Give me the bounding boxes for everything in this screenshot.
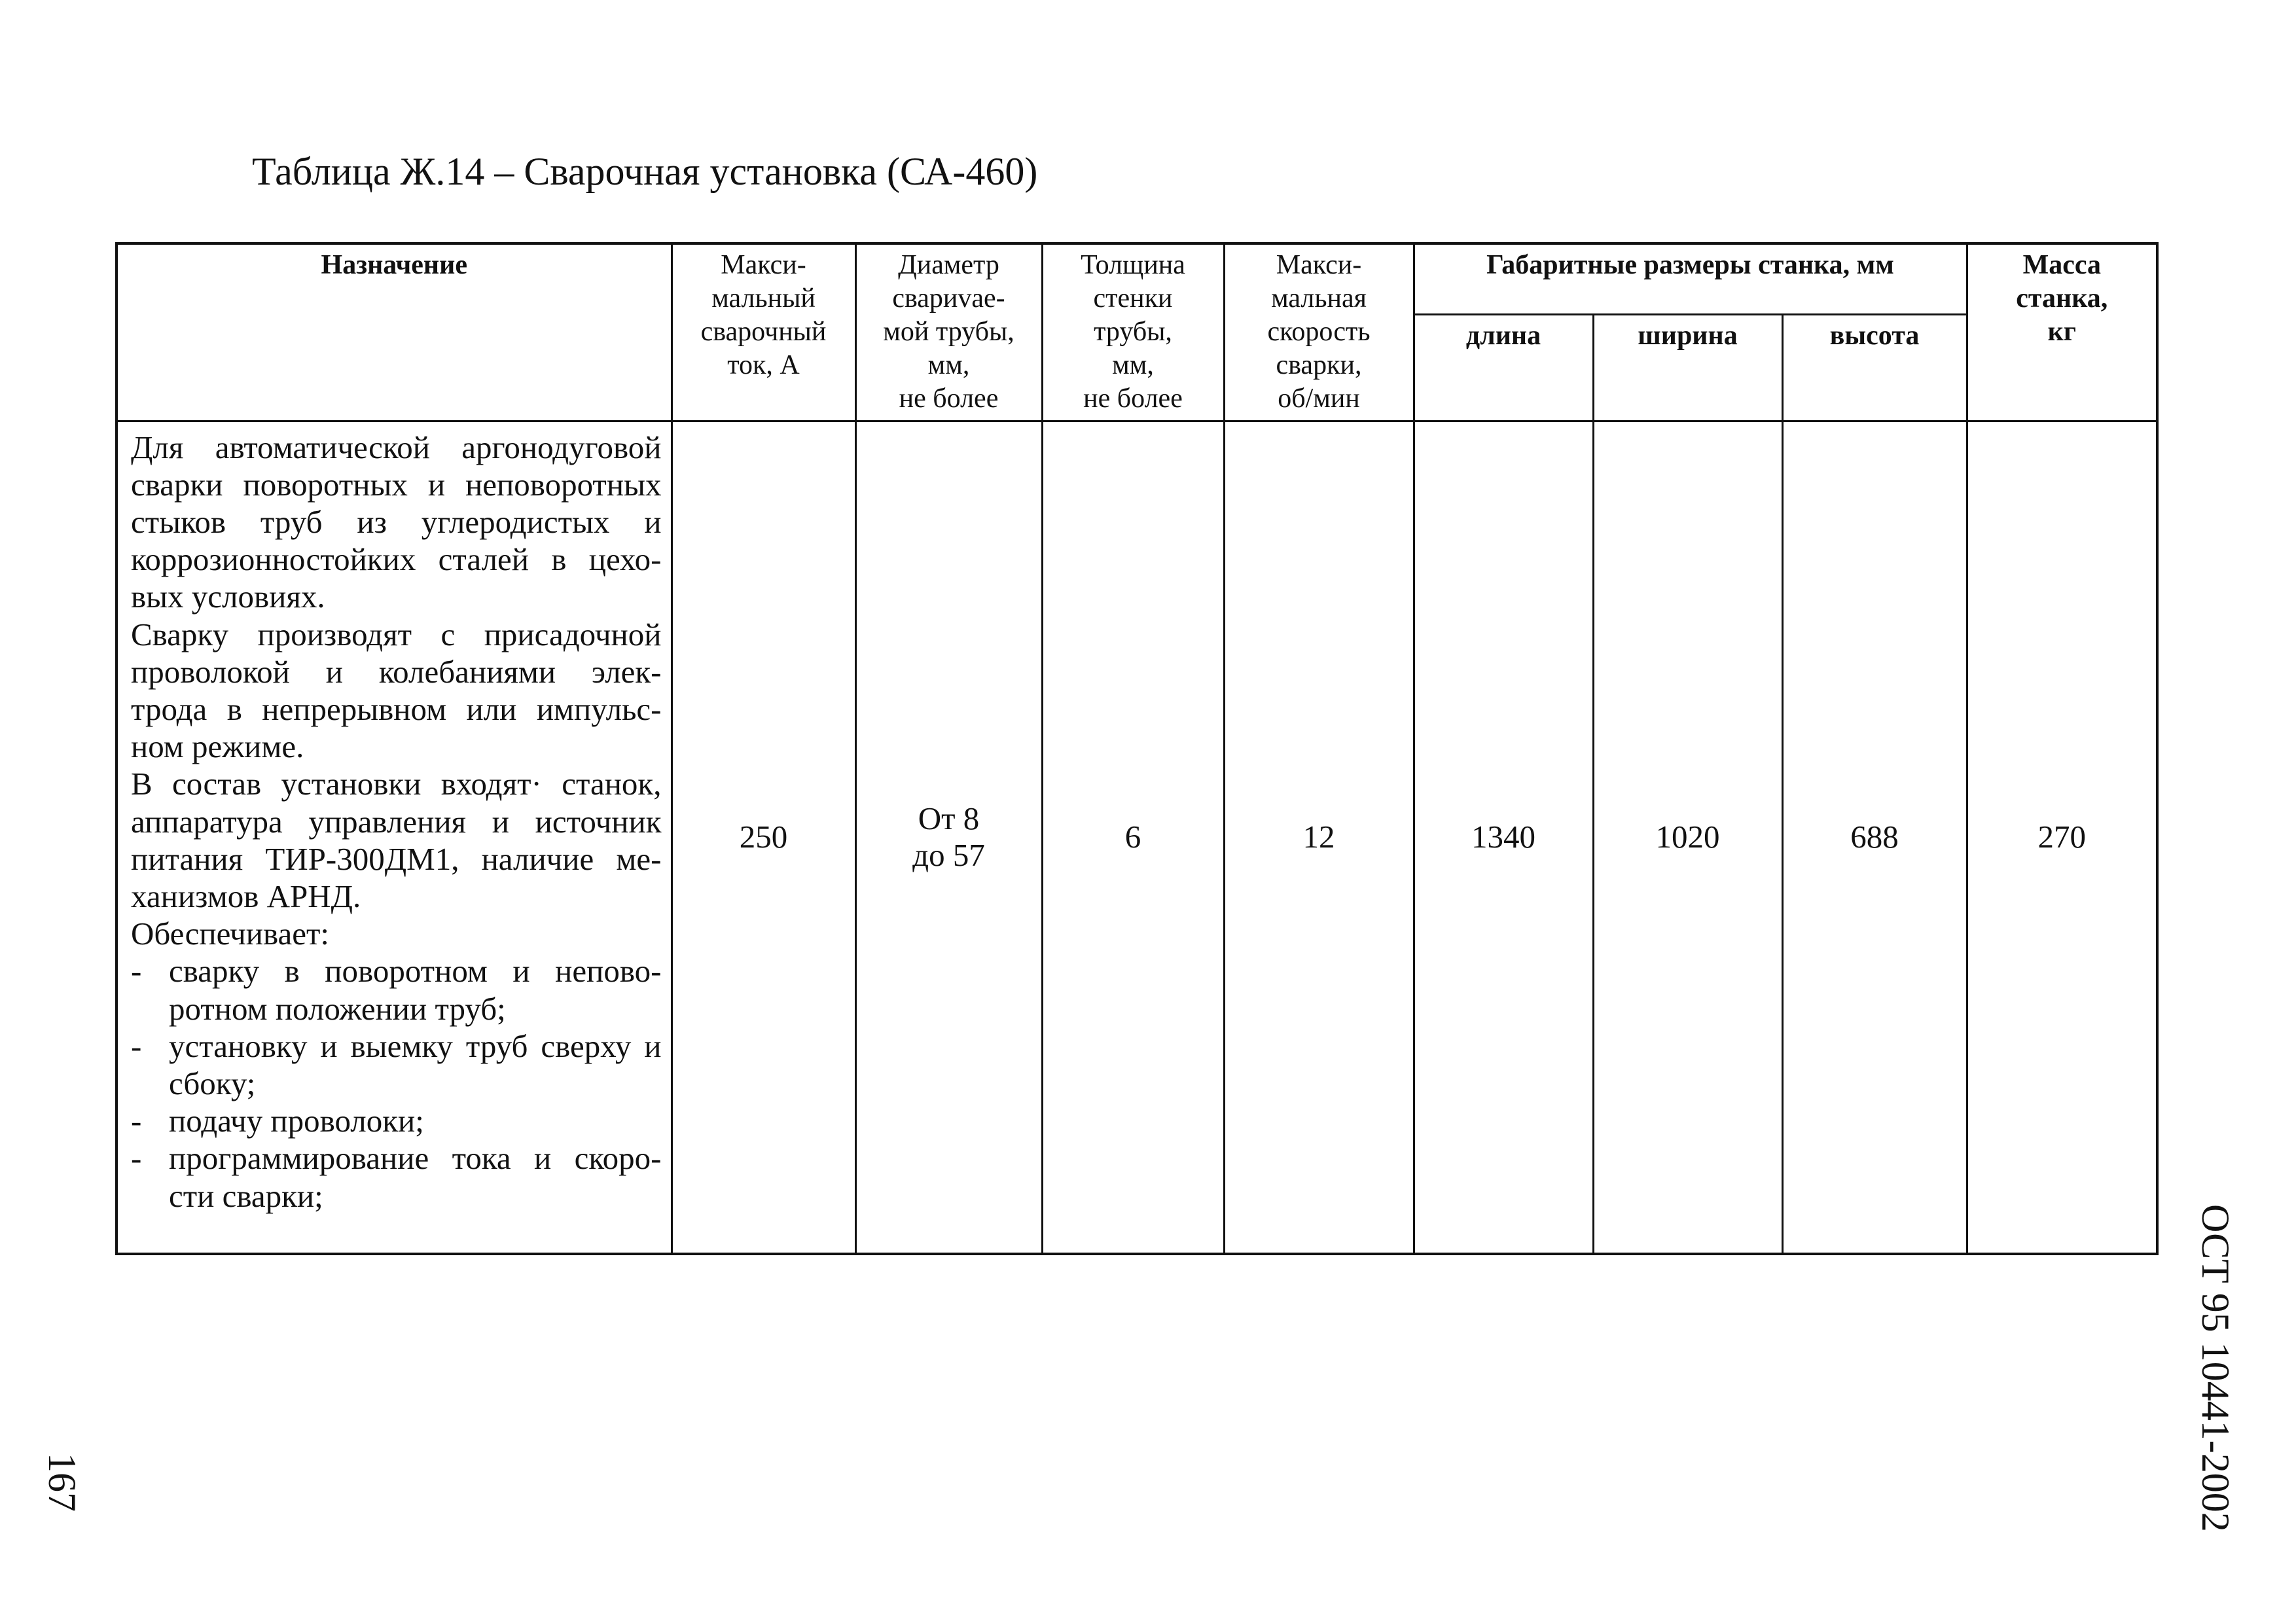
table-caption: Таблица Ж.14 – Сварочная установка (СА-460) (252, 150, 1038, 193)
mass-value: 270 (1967, 421, 2157, 1254)
max-speed-value: 12 (1224, 421, 1414, 1254)
welding-unit-table (115, 242, 2159, 1255)
length-value: 1340 (1414, 421, 1593, 1254)
header-purpose: Назначение (117, 243, 672, 421)
list-item: - программирование тока и скоро- сти сварки; (131, 1140, 662, 1214)
header-max-speed: Макси- мальная скорость сварки, об/мин (1224, 243, 1414, 421)
max-current-value: 250 (672, 421, 855, 1254)
purpose-paragraph: В состав установки входят· станок, аппаратура управления и источник питания ТИР-300ДМ1, наличие ме- ханизмов АРНД. (131, 766, 662, 914)
list-item: - подачу проволоки; (131, 1103, 424, 1139)
header-length: длина (1414, 314, 1593, 421)
table-row (117, 421, 2157, 1254)
list-item: - сварку в поворотном и непово- ротном положении труб; (131, 953, 662, 1027)
header-dimensions: Габаритные размеры станка, мм (1414, 243, 1967, 314)
height-value: 688 (1782, 421, 1967, 1254)
list-marker: - (131, 1027, 142, 1064)
header-max-current: Макси- мальный сварочный ток, А (672, 243, 855, 421)
header-width: ширина (1593, 314, 1782, 421)
width-value: 1020 (1593, 421, 1782, 1254)
wall-thickness-value: 6 (1042, 421, 1224, 1254)
header-wall-thickness: Толщина стенки трубы, мм, не более (1042, 243, 1224, 421)
list-item: - установку и выемку труб сверху и сбоку; (131, 1027, 662, 1101)
document-code: ОСТ 95 10441-2002 (2194, 1204, 2237, 1532)
header-height: высота (1782, 314, 1967, 421)
list-marker: - (131, 1103, 142, 1139)
purpose-cell (117, 421, 672, 1254)
list-marker: - (131, 953, 142, 990)
header-mass: Масса станка, кг (1967, 243, 2157, 421)
list-marker: - (131, 1140, 142, 1177)
page-number: 167 (41, 1453, 84, 1512)
purpose-paragraph: Для автоматической аргонодуговой сварки поворотных и неповоротных стыков труб из углеродистых и коррозионностойких сталей в цехо- вых условиях. (131, 429, 662, 615)
purpose-paragraph: Сварку производят с присадочной проволокой и колебаниями элек- трода в непрерывном или импульс- ном режиме. (131, 616, 662, 765)
purpose-paragraph: Обеспечивает: (131, 916, 330, 952)
header-pipe-diameter: Диаметр свариvae- мой трубы, мм, не более (855, 243, 1042, 421)
pipe-diameter-value: От 8 до 57 (855, 421, 1042, 1254)
